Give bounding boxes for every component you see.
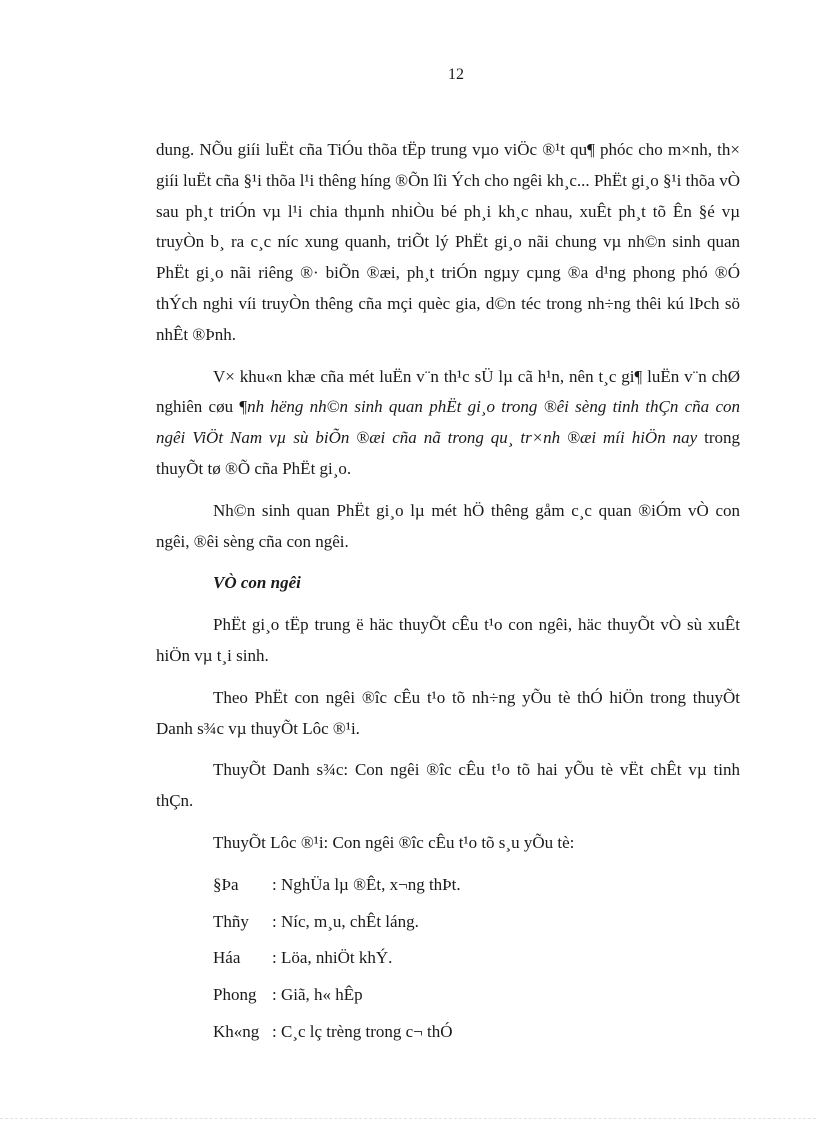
list-item bbox=[156, 870, 740, 901]
element-term: Kh«ng bbox=[213, 1021, 260, 1041]
scope-text-after: trong thuyÕt tø ®Õ cña PhËt gi¸o. bbox=[156, 428, 740, 478]
element-description: : NghÜa lµ ®Êt, x¬ng thÞt. bbox=[272, 874, 461, 894]
element-term: §Þa bbox=[213, 874, 239, 894]
element-description: : Níc, m¸u, chÊt láng. bbox=[272, 911, 419, 931]
list-item bbox=[156, 1017, 740, 1048]
list-item bbox=[156, 980, 740, 1011]
page-number: 12 bbox=[448, 66, 464, 83]
element-term: Phong bbox=[213, 985, 257, 1005]
paragraph-composition: Theo PhËt con ngêi ®îc cÊu t¹o tõ nh÷ng yÕu tè thÓ hiÖn trong thuyÕt Danh s¾c vµ thuyÕt Lôc ®¹i. bbox=[156, 687, 740, 738]
paragraph-scope bbox=[156, 362, 740, 485]
six-elements-list bbox=[156, 870, 740, 1048]
element-description: : C¸c lç trèng trong c¬ thÓ bbox=[272, 1021, 453, 1041]
list-item bbox=[156, 943, 740, 974]
element-term: Háa bbox=[213, 948, 241, 968]
page-body bbox=[156, 135, 740, 1054]
scope-text-before: V× khu«n khæ cña mét luËn v¨n th¹c sÜ lµ cã h¹n, nên t¸c gi¶ luËn v¨n chØ nghiên cøu ¶ bbox=[156, 366, 740, 417]
section-heading: VÒ con ngêi bbox=[213, 573, 301, 593]
list-item bbox=[156, 907, 740, 938]
paragraph-luc-dai: ThuyÕt Lôc ®¹i: Con ngêi ®îc cÊu t¹o tõ s¸u yÕu tè: bbox=[213, 832, 575, 852]
page-bottom-divider bbox=[0, 1118, 816, 1119]
thesis-topic-italic: nh hëng nh©n sinh quan phËt gi¸o trong ®êi sèng tinh thÇn cña con ngêi ViÖt Nam vµ sù biÕn ®æi cña nã trong qu¸ tr×nh ®æi míi hiÖn nay bbox=[156, 397, 740, 448]
element-description: : Löa, nhiÖt khÝ. bbox=[272, 948, 393, 968]
element-description: : Giã, h« hÊp bbox=[272, 985, 363, 1005]
element-term: Thñy bbox=[213, 911, 249, 931]
paragraph-danh-sac: ThuyÕt Danh s¾c: Con ngêi ®îc cÊu t¹o tõ hai yÕu tè vËt chÊt vµ tinh thÇn. bbox=[156, 760, 740, 811]
paragraph-definition: Nh©n sinh quan PhËt gi¸o lµ mét hÖ thêng gåm c¸c quan ®iÓm vÒ con ngêi, ®êi sèng cña con ngêi. bbox=[156, 500, 740, 551]
paragraph-focus: PhËt gi¸o tËp trung ë häc thuyÕt cÊu t¹o con ngêi, häc thuyÕt vÒ sù xuÊt hiÖn vµ t¸i sinh. bbox=[156, 615, 740, 665]
paragraph-continuation: dung. NÕu giíi luËt cña TiÓu thõa tËp trung vµo viÖc ®¹t qu¶ phóc cho m×nh, th× giíi luËt cña §¹i thõa l¹i thêng híng ®Õn lîi Ých cho ngêi kh¸c... PhËt gi¸o §¹i thõa vÒ sau ph¸t triÓn vµ l¹i chia thµnh nhiÒu bé ph¸i kh¸c nhau, xuÊt ph¸t tõ Ên §é vµ truyÒn b¸ ra c¸c níc xung quanh, triÕt lý PhËt gi¸o nãi chung vµ nh©n sinh quan PhËt gi¸o nãi riêng ®· biÕn ®æi, ph¸t triÓn ngµy cµng ®a d¹ng phong phó ®Ó thÝch nghi víi truyÒn thêng cña mçi quèc gia, d©n téc trong nh÷ng thêi kú lÞch sö nhÊt ®Þnh. bbox=[156, 140, 740, 344]
